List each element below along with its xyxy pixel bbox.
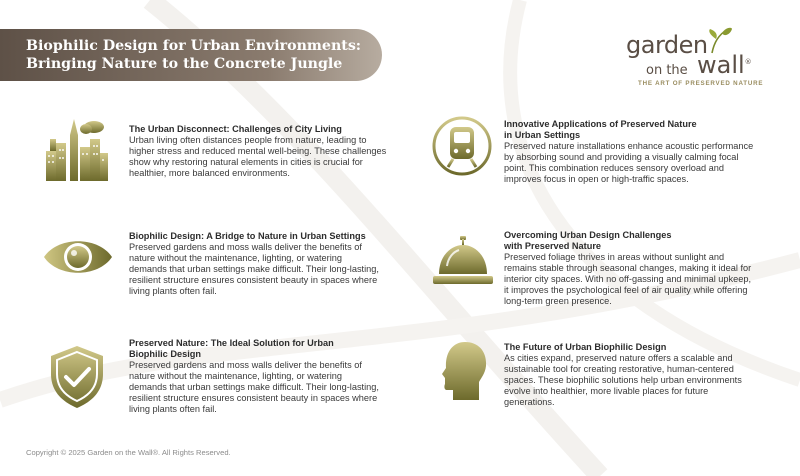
garden-on-the-wall-logo bbox=[620, 25, 770, 91]
logo-tagline: THE ART OF PRESERVED NATURE bbox=[638, 80, 764, 87]
section-future-biophilic bbox=[504, 342, 754, 408]
city-skyline-icon bbox=[42, 113, 112, 183]
section-heading: The Future of Urban Biophilic Design bbox=[504, 342, 667, 352]
section-biophilic-bridge bbox=[129, 231, 379, 297]
section-innovative-applications bbox=[504, 119, 754, 185]
section-preserved-nature-solution bbox=[129, 338, 379, 415]
logo-on-the-text: on the bbox=[646, 63, 688, 78]
copyright-footer: Copyright © 2025 Garden on the Wall®. All Rights Reserved. bbox=[26, 448, 231, 457]
title-banner bbox=[0, 29, 382, 81]
logo-wall-word: wall bbox=[697, 51, 745, 79]
section-heading: Overcoming Urban Design Challenges with Preserved Nature bbox=[504, 230, 672, 251]
section-heading: The Urban Disconnect: Challenges of City Living bbox=[129, 124, 342, 134]
service-bell-icon bbox=[431, 232, 495, 290]
shield-check-icon bbox=[49, 344, 105, 410]
section-overcoming-challenges bbox=[504, 230, 754, 307]
section-body: Preserved nature installations enhance acoustic performance by absorbing sound and providing a visually calming focal point. This combination reduces sensory overload and improves focus in open or high-traffic spaces. bbox=[504, 141, 754, 184]
logo-wall-text bbox=[697, 51, 752, 79]
section-body: As cities expand, preserved nature offers a scalable and sustainable tool for creating restorative, human-centered spaces. These biophilic solutions help urban environments evolve into healthier, more livable places for future generations. bbox=[504, 353, 742, 407]
section-body: Preserved gardens and moss walls deliver the benefits of nature without the maintenance, lighting, or watering demands that urban settings make difficult. Their long-lasting, resilient structure ensures consistent beauty in spaces where living plants often fail. bbox=[129, 242, 379, 296]
logo-registered-mark: ® bbox=[744, 58, 752, 66]
section-heading: Innovative Applications of Preserved Nature in Urban Settings bbox=[504, 119, 697, 140]
section-body: Preserved gardens and moss walls deliver the benefits of nature without the maintenance, lighting, or watering demands that urban settings make difficult. Their long-lasting, resilient structure ensures consistent beauty in spaces where living plants often fail. bbox=[129, 360, 379, 414]
section-heading: Biophilic Design: A Bridge to Nature in Urban Settings bbox=[129, 231, 366, 241]
train-icon bbox=[431, 115, 493, 177]
section-body: Preserved foliage thrives in areas without sunlight and remains stable through seasonal changes, making it ideal for interior city spaces. With no off-gassing and minimal upkeep, it improves the psychological feel of air quality while offering long-term green presence. bbox=[504, 252, 752, 306]
section-heading: Preserved Nature: The Ideal Solution for Urban Biophilic Design bbox=[129, 338, 334, 359]
page-title: Biophilic Design for Urban Environments: Bringing Nature to the Concrete Jungle bbox=[26, 38, 362, 72]
logo-garden-text: garden bbox=[626, 31, 708, 59]
human-head-icon bbox=[441, 340, 489, 402]
eye-icon bbox=[42, 234, 114, 280]
section-urban-disconnect bbox=[129, 124, 389, 179]
section-body: Urban living often distances people from nature, leading to higher stress and reduced mental well-being. These challenges show why restoring natural elements in cities is crucial for healthier, more balanced environments. bbox=[129, 135, 387, 178]
